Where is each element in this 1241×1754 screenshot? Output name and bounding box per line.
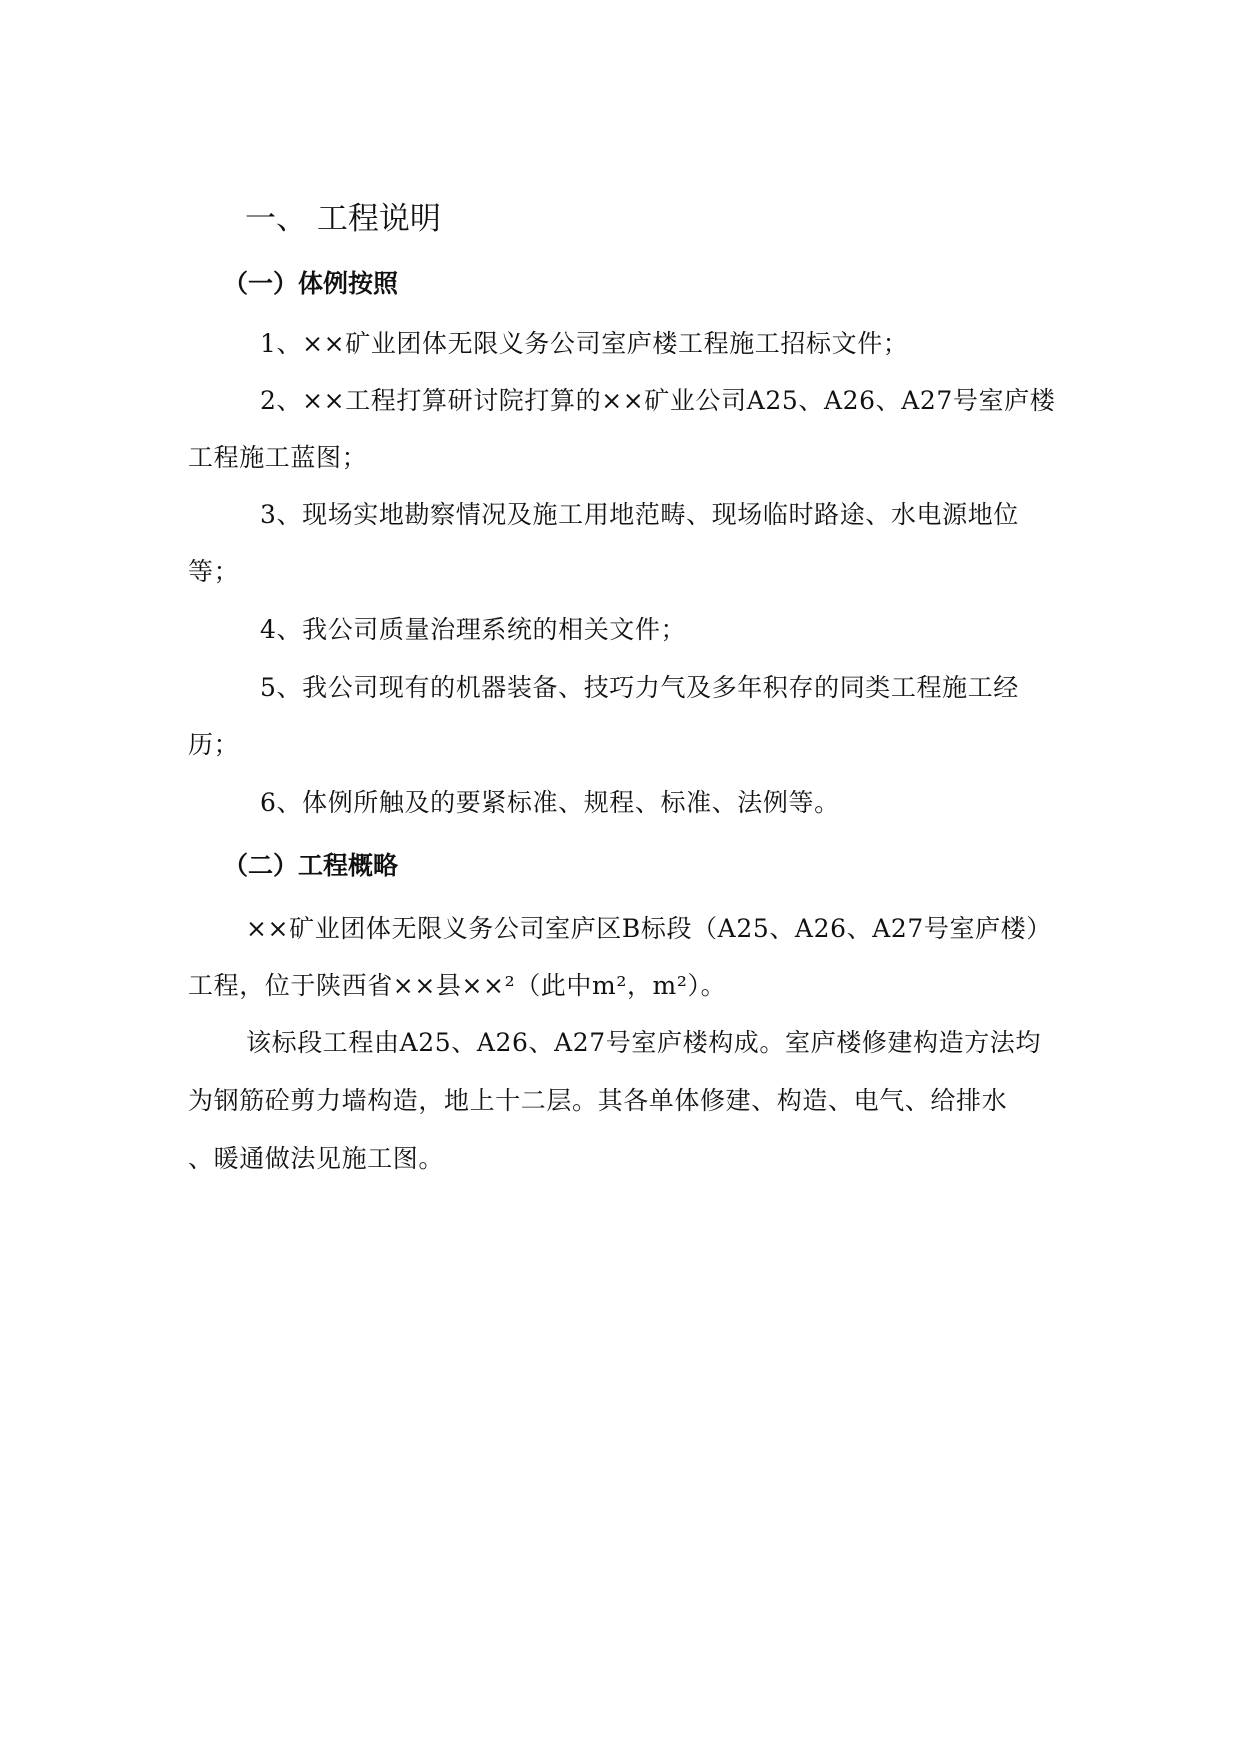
overview-paragraph-2-cont: 为钢筋砼剪力墙构造，地上十二层。其各单体修建、构造、电气、给排水 [188, 1086, 1008, 1115]
basis-item-5-cont: 历； [188, 730, 240, 759]
overview-paragraph-2: 该标段工程由A25、A26、A27号室庐楼构成。室庐楼修建构造方法均 [246, 1028, 1041, 1057]
overview-paragraph-1-cont: 工程，位于陕西省××县××²（此中m²，m²）。 [188, 971, 727, 1000]
basis-item-2-cont: 工程施工蓝图； [188, 443, 368, 472]
basis-item-6: 6、体例所触及的要紧标准、规程、标准、法例等。 [260, 788, 840, 817]
basis-item-1: 1、××矿业团体无限义务公司室庐楼工程施工招标文件； [260, 329, 909, 358]
overview-paragraph-1: ××矿业团体无限义务公司室庐区B标段（A25、A26、A27号室庐楼） [246, 914, 1052, 943]
section-title: 一、 工程说明 [245, 201, 441, 237]
subsection-title-overview: （二）工程概略 [223, 851, 399, 880]
overview-paragraph-2-cont2: 、暖通做法见施工图。 [188, 1144, 445, 1173]
basis-item-3-cont: 等； [188, 557, 240, 586]
basis-item-3: 3、现场实地勘察情况及施工用地范畴、现场临时路途、水电源地位 [260, 500, 1019, 529]
basis-item-5: 5、我公司现有的机器装备、技巧力气及多年积存的同类工程施工经 [260, 673, 1019, 702]
basis-item-2: 2、××工程打算研讨院打算的××矿业公司A25、A26、A27号室庐楼 [260, 386, 1056, 415]
subsection-title-basis: （一）体例按照 [223, 269, 399, 298]
basis-item-4: 4、我公司质量治理系统的相关文件； [260, 615, 687, 644]
